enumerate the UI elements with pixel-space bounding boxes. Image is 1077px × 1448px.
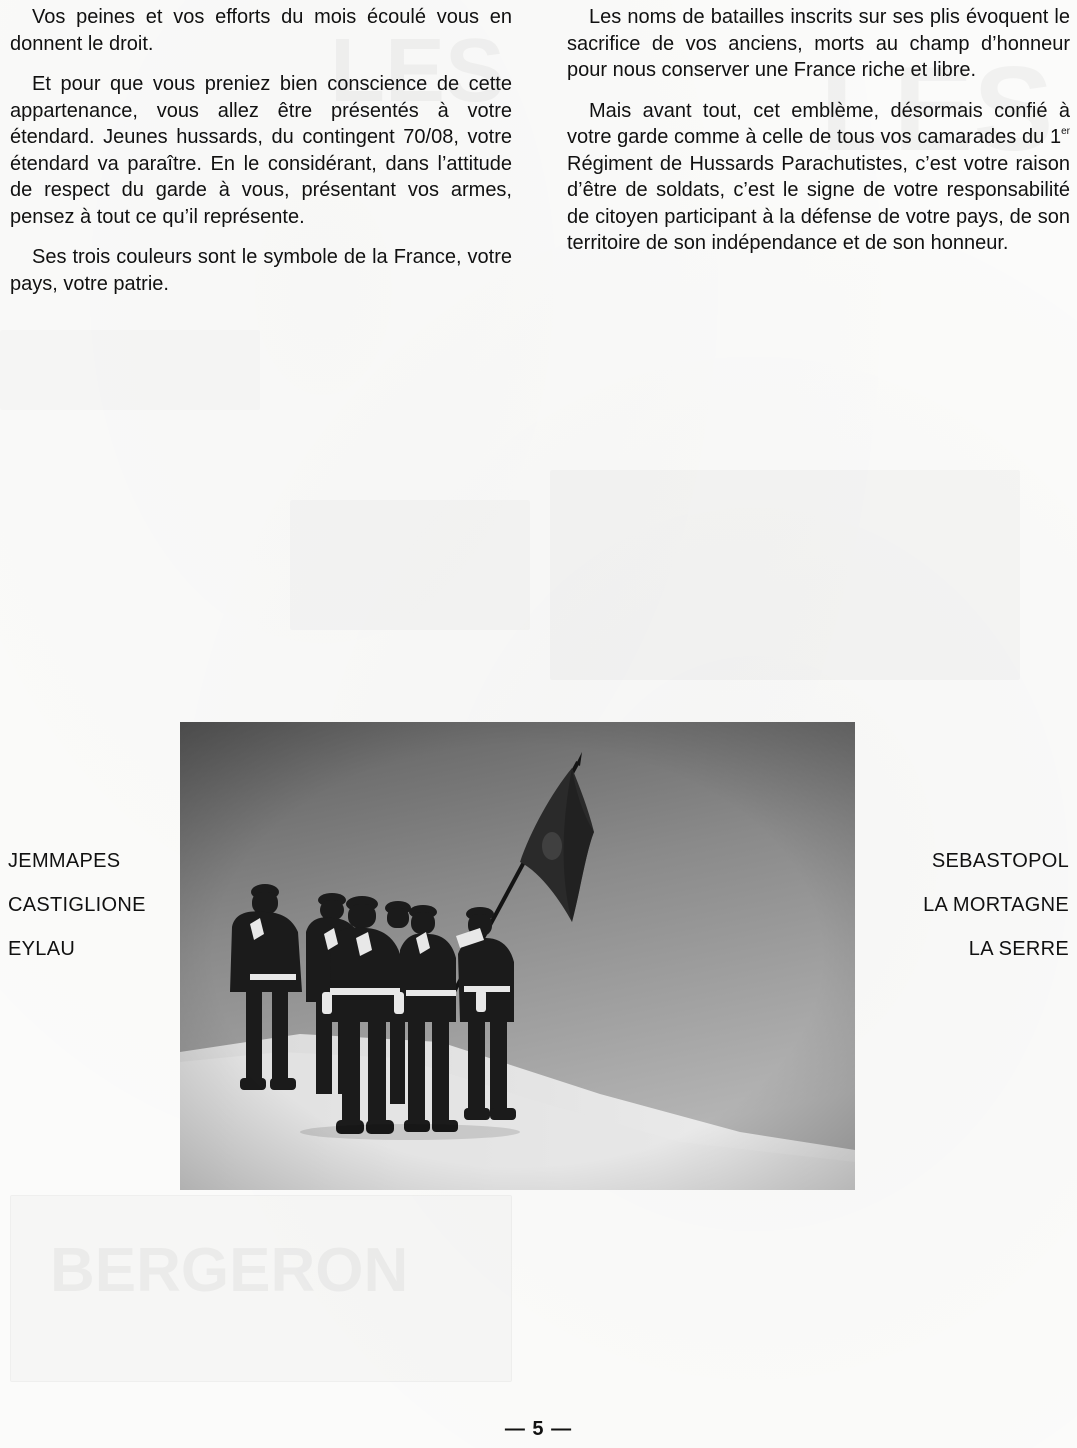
paragraph: Vos peines et vos efforts du mois écoulé vous en donnent le droit. xyxy=(10,6,512,55)
paragraph-text: Mais avant tout, cet emblème, désormais confié à votre garde comme à celle de tous vos camarades du 1 xyxy=(567,99,1070,148)
ordinal-superscript: er xyxy=(1061,126,1070,137)
battle-name: LA MORTAGNE xyxy=(923,894,1069,916)
paragraph: Ses trois couleurs sont le symbole de la France, votre pays, votre patrie. xyxy=(10,246,512,295)
battle-name: CASTIGLIONE xyxy=(8,894,146,916)
show-through-block xyxy=(290,500,530,630)
show-through-block xyxy=(550,470,1020,680)
paragraph: Et pour que vous preniez bien conscience de cette appartenance, vous allez être présentés à votre étendard. Jeunes hussards, du contingent 70/08, votre étendard va paraître. En le considérant, dans l’attitude de respect du garde à vous, présentant vos armes, pensez à tout ce qu’il représente. xyxy=(10,73,512,228)
standard-ceremony-photo xyxy=(180,722,855,1190)
left-text-column xyxy=(10,4,512,311)
battle-name: EYLAU xyxy=(8,938,76,960)
battle-name: SEBASTOPOL xyxy=(931,850,1069,872)
paragraph-text: Régiment de Hussards Parachutistes, c’est votre raison d’être de soldats, c’est le signe de votre responsabilité de citoyen participant à la défense de votre pays, de son territoire de son indépendance et de son honneur. xyxy=(567,152,1070,254)
show-through-block xyxy=(0,330,260,410)
right-text-column xyxy=(567,4,1070,271)
paragraph: Les noms de batailles inscrits sur ses plis évoquent le sacrifice de vos anciens, morts au champ d’honneur pour nous conserver une France riche et libre. xyxy=(567,6,1070,81)
battle-names-left xyxy=(8,839,146,971)
page-number: — 5 — xyxy=(504,1418,573,1440)
battle-name: JEMMAPES xyxy=(8,850,121,872)
paragraph xyxy=(567,98,1070,257)
battle-names-right xyxy=(923,839,1069,971)
show-through-heading xyxy=(50,1235,408,1306)
battle-name: LA SERRE xyxy=(968,938,1069,960)
